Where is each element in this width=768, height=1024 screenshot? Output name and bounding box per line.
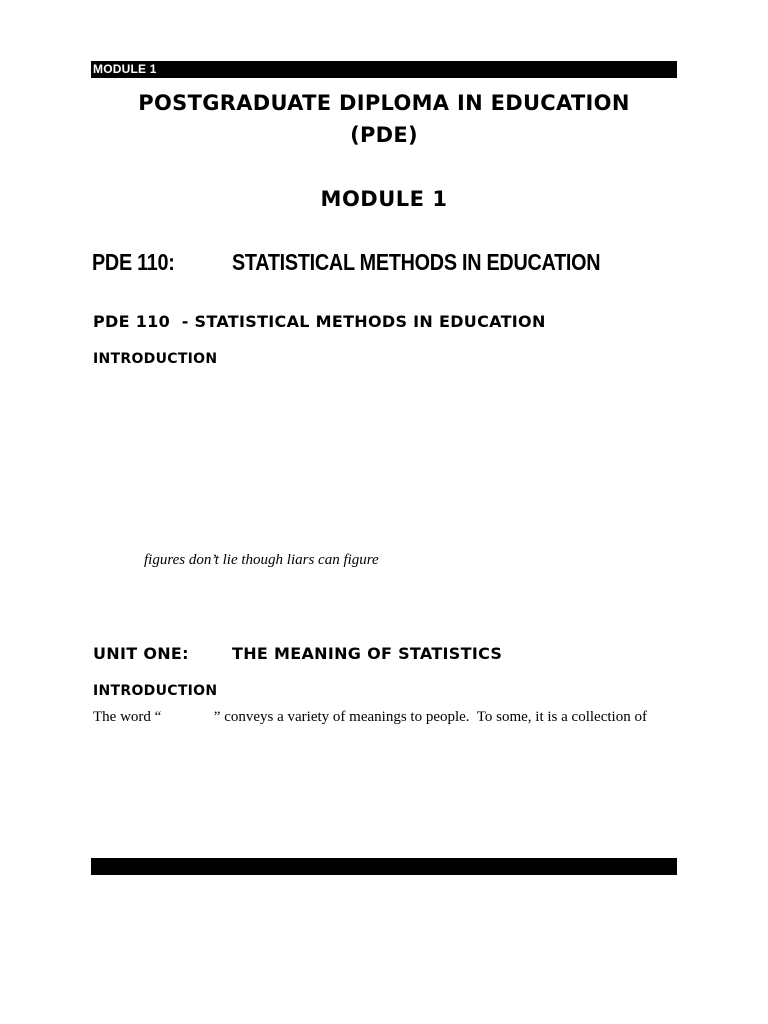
course-sub-heading: PDE 110 - STATISTICAL METHODS IN EDUCATION bbox=[93, 312, 546, 331]
module-header-label: MODULE 1 bbox=[93, 62, 157, 76]
unit-title: THE MEANING OF STATISTICS bbox=[232, 644, 503, 663]
unit-label: UNIT ONE: bbox=[93, 644, 189, 663]
italic-quote: figures don’t lie though liars can figure bbox=[144, 552, 379, 568]
course-title: STATISTICAL METHODS IN EDUCATION bbox=[232, 249, 601, 275]
module-header-bar bbox=[91, 61, 677, 78]
body-paragraph: The word “ ” conveys a variety of meanings to people. To some, it is a collection of bbox=[93, 709, 647, 725]
module-heading: MODULE 1 bbox=[320, 187, 448, 211]
document-title-line-1: POSTGRADUATE DIPLOMA IN EDUCATION bbox=[138, 91, 630, 115]
footer-bar bbox=[91, 858, 677, 875]
document-title-line-2: (PDE) bbox=[350, 123, 418, 147]
introduction-heading: INTRODUCTION bbox=[93, 351, 218, 367]
unit-introduction-heading: INTRODUCTION bbox=[93, 683, 218, 699]
course-code: PDE 110: bbox=[92, 249, 175, 275]
